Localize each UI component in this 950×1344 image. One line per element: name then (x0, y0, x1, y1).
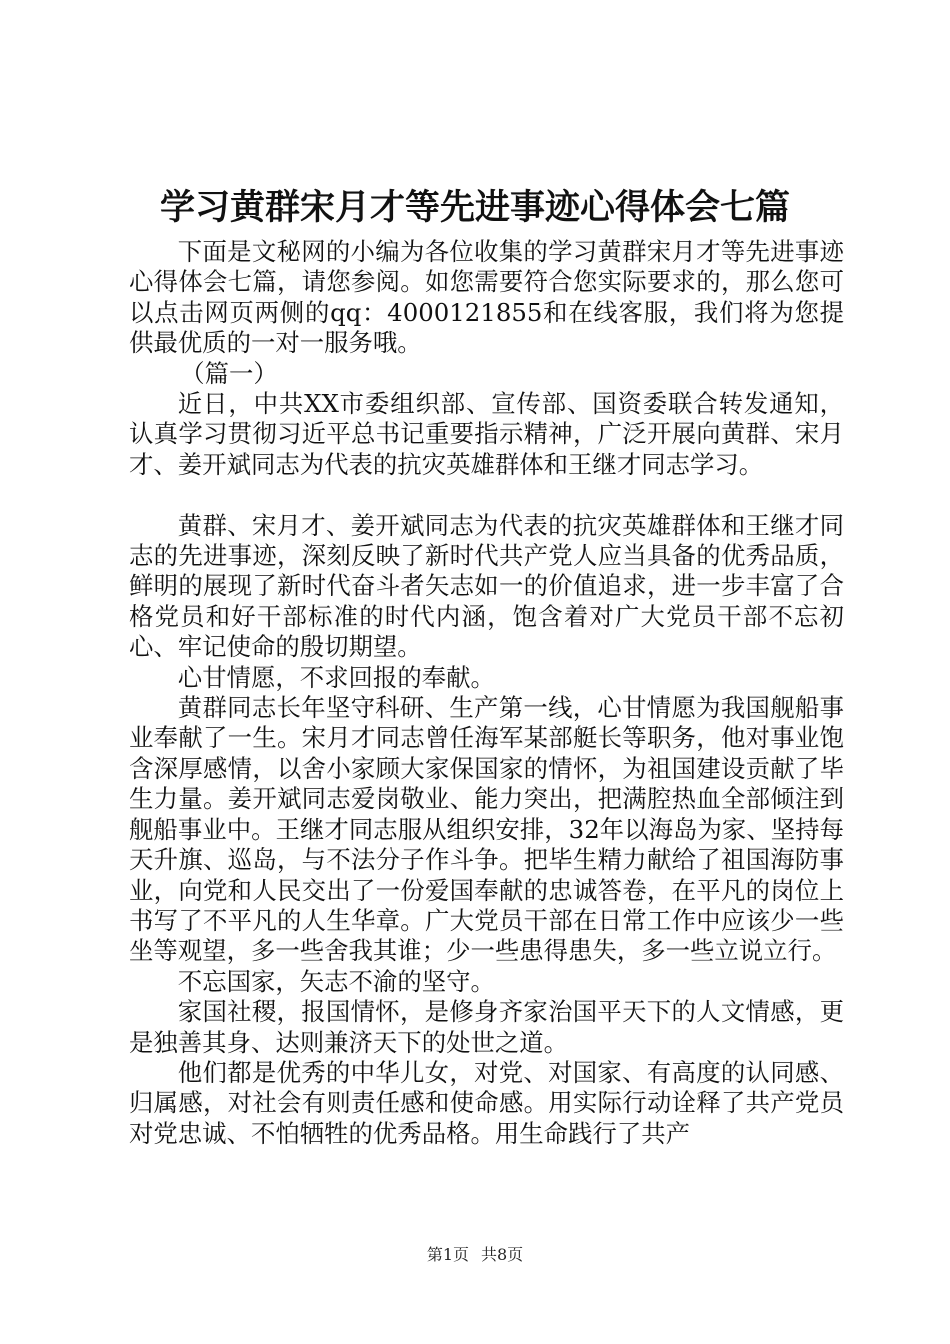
blank-line (129, 480, 844, 510)
chapter-heading: （篇一） (180, 358, 278, 388)
paragraph-intro: 下面是文秘网的小编为各位收集的学习黄群宋月才等先进事迹心得体会七篇，请您参阅。如您需要符合您实际要求的，那么您可以点击网页两侧的qq：4000121855和在线客服，我们将为您提供最优质的一对一服务哦。 (129, 237, 844, 358)
document-title: 学习黄群宋月才等先进事迹心得体会七篇 (159, 187, 790, 228)
paragraph-summary: 黄群、宋月才、姜开斌同志为代表的抗灾英雄群体和王继才同志的先进事迹，深刻反映了新时代共产党人应当具备的优秀品质，鲜明的展现了新时代奋斗者矢志如一的价值追求，进一步丰富了合格党员和好干部标准的时代内涵，饱含着对广大党员干部不忘初心、牢记使命的殷切期望。 (129, 510, 844, 662)
section-heading-dedication: 心甘情愿，不求回报的奉献。 (177, 662, 495, 692)
page-footer (0, 1243, 950, 1267)
paragraph-notice: 近日，中共XX市委组织部、宣传部、国资委联合转发通知，认真学习贯彻习近平总书记重要指示精神，广泛开展向黄群、宋月才、姜开斌同志为代表的抗灾英雄群体和王继才同志学习。 (129, 389, 844, 479)
paragraph-identity: 他们都是优秀的中华儿女，对党、对国家、有高度的认同感、归属感，对社会有则责任感和使命感。用实际行动诠释了共产党员对党忠诚、不怕牺牲的优秀品格。用生命践行了共产 (129, 1057, 844, 1148)
page-total: 共8页 (481, 1245, 524, 1264)
document-body (129, 237, 844, 1149)
section-heading-persistence: 不忘国家，矢志不渝的坚守。 (177, 966, 495, 996)
page-number: 第1页 (426, 1245, 469, 1264)
paragraph-dedication: 黄群同志长年坚守科研、生产第一线，心甘情愿为我国舰船事业奉献了一生。宋月才同志曾任海军某部艇长等职务，他对事业饱含深厚感情，以舍小家顾大家保国家的情怀，为祖国建设贡献了毕生力量。姜开斌同志爱岗敬业、能力突出，把满腔热血全部倾注到舰船事业中。王继才同志服从组织安排，32年以海岛为家、坚持每天升旗、巡岛，与不法分子作斗争。把毕生精力献给了祖国海防事业，向党和人民交出了一份爱国奉献的忠诚答卷，在平凡的岗位上书写了不平凡的人生华章。广大党员干部在日常工作中应该少一些坐等观望，多一些舍我其谁；少一些患得患失，多一些立说立行。 (129, 693, 844, 966)
paragraph-patriotism: 家国社稷，报国情怀，是修身齐家治国平天下的人文情感，更是独善其身、达则兼济天下的处世之道。 (129, 997, 844, 1057)
